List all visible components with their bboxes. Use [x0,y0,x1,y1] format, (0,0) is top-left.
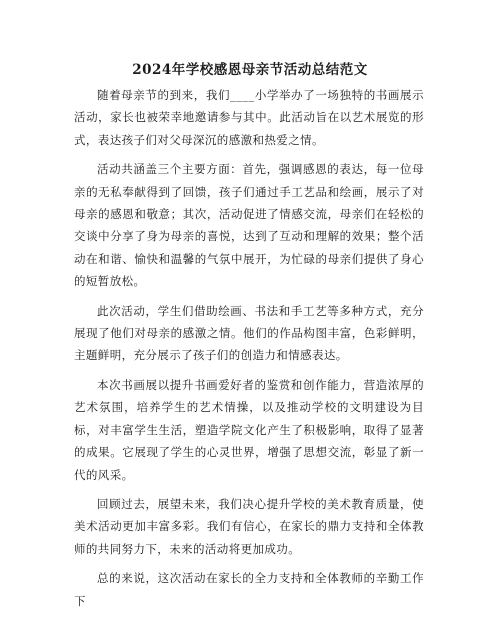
paragraph-3: 此次活动，学生们借助绘画、书法和手工艺等多种方式，充分展现了他们对母亲的感激之情。他们的作品构图丰富，色彩鲜明，主题鲜明，充分展示了孩子们的创造力和情感表达。 [74,303,424,363]
document-body [74,84,424,619]
paragraph-6: 总的来说，这次活动在家长的全力支持和全体教师的辛勤工作下 [74,571,424,608]
paragraph-5: 回顾过去，展望未来，我们决心提升学校的美术教育质量，使美术活动更加丰富多彩。我们有信心，在家长的鼎力支持和全体教师的共同努力下，未来的活动将更加成功。 [74,496,424,556]
paragraph-2: 活动共涵盖三个主要方面：首先，强调感恩的表达，每一位母亲的无私奉献得到了回馈，孩子们通过手工艺品和绘画，展示了对母亲的感恩和敬意；其次，活动促进了情感交流，母亲们在轻松的交谈中分享了身为母亲的喜悦，达到了互动和理解的效果；整个活动在和谐、愉快和温馨的气氛中展开，为忙碌的母亲们提供了身心的短暂放松。 [74,162,424,289]
paragraph-1: 随着母亲节的到来，我们____小学举办了一场独特的书画展示活动，家长也被荣幸地邀请参与其中。此活动旨在以艺术展览的形式，表达孩子们对父母深沉的感激和热爱之情。 [74,88,424,147]
document-title: 2024年学校感恩母亲节活动总结范文 [132,62,368,78]
paragraph-4: 本次书画展以提升书画爱好者的鉴赏和创作能力，营造浓厚的艺术氛围，培养学生的艺术情操，以及推动学校的文明建设为目标，对丰富学生生活，塑造学院文化产生了积极影响，取得了显著的成果。它展现了学生的心灵世界，增强了思想交流，彰显了新一代的风采。 [74,377,424,482]
